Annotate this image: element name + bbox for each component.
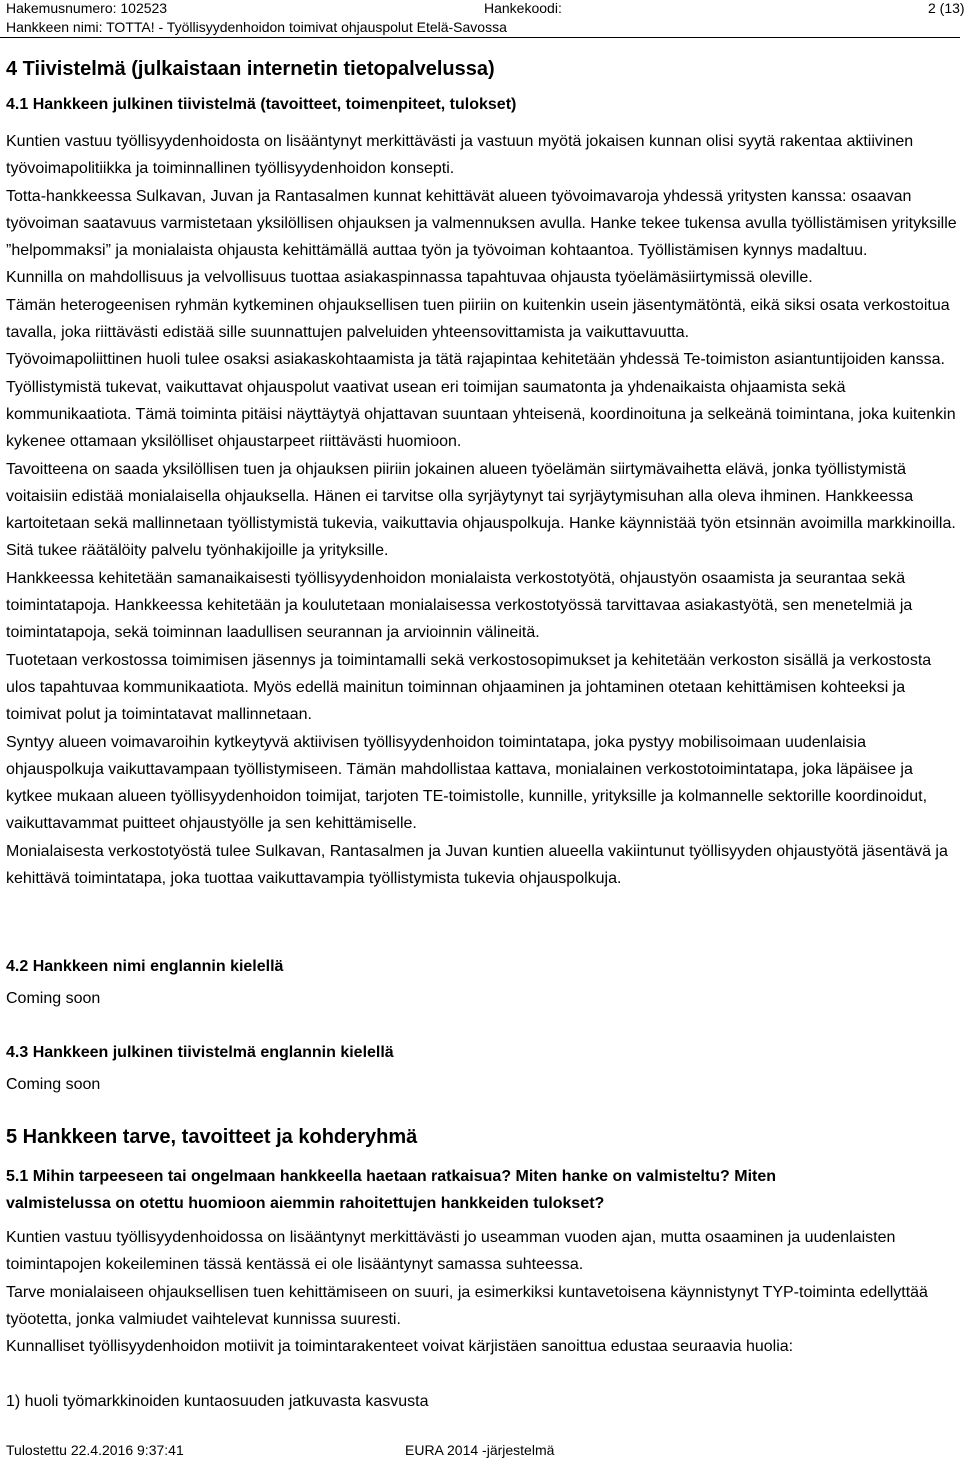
section-4-3-value: Coming soon <box>6 1076 101 1093</box>
paragraph: Monialaisesta verkostotyöstä tulee Sulkavan, Rantasalmen ja Juvan kuntien alueella vakiintunut työllisyyden ohjaustyötä jäsentävä ja kehittävä toimintatapa, joka tuottaa vaikuttavampia työllistymista tukevia ohjauspolkuja. <box>6 842 948 888</box>
application-number: Hakemusnumero: 102523 <box>6 0 168 16</box>
section-4-1-body <box>6 128 960 892</box>
section-5-1-body <box>6 1224 960 1360</box>
paragraph: Työvoimapoliittinen huoli tulee osaksi asiakaskohtaamista ja tätä rajapintaa kehitetään yhdessä Te-toimiston asiantuntijoiden kanssa. Työllistymistä tukevat, vaikuttavat ohjauspolut vaativat usean eri toimijan saumatonta ja yhdenaikaista ohjaamista sekä kommunikaatiota. Tämä toiminta pitäisi näyttäytyä ohjattavan suuntaan yhteisenä, koordinoituna ja selkeänä toimintana, joka kuitenkin kykenee ottamaan yksilölliset ohjaustarpeet riittävästi huomioon. <box>6 351 956 451</box>
page-number: 2 (13) <box>928 0 965 16</box>
print-timestamp: Tulostettu 22.4.2016 9:37:41 <box>6 1442 184 1458</box>
section-5-1-title-line2: valmistelussa on otettu huomioon aiemmin rahoitettujen hankkeiden tulokset? <box>6 1195 605 1212</box>
section-4-title: 4 Tiivistelmä (julkaistaan internetin tietopalvelussa) <box>6 58 495 80</box>
paragraph: Tuotetaan verkostossa toimimisen jäsennys ja toimintamalli sekä verkostosopimukset ja kehitetään verkoston sisällä ja verkostosta ulos tapahtuvaa kommunikaatiota. Myös edellä mainitun toiminnan ohjaaminen ja johtaminen otetaan kehittämisen kohteeksi ja toimivat polut ja toimintatavat mallinnetaan. <box>6 651 932 724</box>
paragraph: Totta-hankkeessa Sulkavan, Juvan ja Rantasalmen kunnat kehittävät alueen työvoimavaroja yhdessä yritysten kanssa: osaavan työvoiman saatavuus varmistetaan yksilöllisen ohjauksen ja valmennuksen avulla. Hanke tekee tukensa avulla työllistämisen yrityksille ”helpommaksi” ja monialaista ohjausta kehittämällä auttaa työn ja työvoiman kohtaantoa. Työllistämisen kynnys madaltuu. <box>6 187 957 260</box>
paragraph: Kunnalliset työllisyydenhoidon motiivit ja toimintarakenteet voivat kärjistäen sanoittua edustaa seuraavia huolia: <box>6 1338 794 1356</box>
paragraph: Tämän heterogeenisen ryhmän kytkeminen ohjauksellisen tuen piiriin on kuitenkin usein jäsentymätöntä, eikä siksi osata verkostoitua tavalla, joka riittävästi edistää sille suunnattujen palveluiden yhteensovittamista ja vaikuttavuutta. <box>6 296 950 342</box>
project-name: Hankkeen nimi: TOTTA! - Työllisyydenhoidon toimivat ohjauspolut Etelä-Savossa <box>6 19 507 35</box>
paragraph: Tavoitteena on saada yksilöllisen tuen ja ohjauksen piiriin jokainen alueen työelämän siirtymävaihetta elävä, jonka työllistymistä voitaisiin edistää monialaisella ohjauksella. Hänen ei tarvitse olla syrjäytynyt tai syrjäytymisuhan alla oleva ihminen. Hankkeessa kartoitetaan sekä mallinnetaan työllistymistä tukevia, vaikuttavia ohjauspolkuja. Hanke käynnistää työn etsinnän avoimilla markkinoilla. Sitä tukee räätälöity palvelu työnhakijoille ja yrityksille. <box>6 460 956 560</box>
section-4-2-title: 4.2 Hankkeen nimi englannin kielellä <box>6 958 284 975</box>
section-4-2-value: Coming soon <box>6 990 101 1007</box>
header-divider <box>0 37 960 38</box>
section-4-1-title: 4.1 Hankkeen julkinen tiivistelmä (tavoitteet, toimenpiteet, tulokset) <box>6 96 517 113</box>
paragraph: Kunnilla on mahdollisuus ja velvollisuus tuottaa asiakaspinnassa tapahtuvaa ohjausta työelämäsiirtymissä oleville. <box>6 269 813 287</box>
list-item: 1) huoli työmarkkinoiden kuntaosuuden jatkuvasta kasvusta <box>6 1393 429 1410</box>
section-5-1-title-line1: 5.1 Mihin tarpeeseen tai ongelmaan hankkeella haetaan ratkaisua? Miten hanke on valmisteltu? Miten <box>6 1168 777 1185</box>
project-code: Hankekoodi: <box>484 0 562 16</box>
paragraph: Kuntien vastuu työllisyydenhoidosta on lisääntynyt merkittävästi ja vastuun myötä jokaisen kunnan olisi syytä rakentaa aktiivinen työvoimapolitiikka ja toiminnallinen työllisyydenhoidon konsepti. <box>6 133 914 178</box>
paragraph: Syntyy alueen voimavaroihin kytkeytyvä aktiivisen työllisyydenhoidon toimintatapa, joka pystyy mobilisoimaan uudenlaisia ohjauspolkuja vaikuttavampaan työllistymiseen. Tämän mahdollistaa kattava, monialainen verkostotoimintatapa, joka läpäisee ja kytkee mukaan alueen työllisyydenhoidon toimijat, tarjoten TE-toimistolle, kunnille, yrityksille ja kolmannelle sektorille koordinoidut, vaikuttavammat puitteet ohjaustyölle ja sen kehittämiselle. <box>6 733 928 833</box>
section-4-3-title: 4.3 Hankkeen julkinen tiivistelmä englannin kielellä <box>6 1044 394 1061</box>
system-name: EURA 2014 -järjestelmä <box>405 1442 555 1458</box>
paragraph: Tarve monialaiseen ohjauksellisen tuen kehittämiseen on suuri, ja esimerkiksi kuntavetoisena käynnistynyt TYP-toiminta edellyttää työotetta, jonka valmiudet vaihtelevat kunnissa suuresti. <box>6 1283 928 1328</box>
paragraph: Kuntien vastuu työllisyydenhoidossa on lisääntynyt merkittävästi jo useamman vuoden ajan, mutta osaaminen ja uudenlaisten toimintapojen kokeileminen tässä kentässä ei ole lisääntynyt samassa suhteessa. <box>6 1229 896 1274</box>
paragraph: Hankkeessa kehitetään samanaikaisesti työllisyydenhoidon monialaista verkostotyötä, ohjaustyön osaamista ja seurantaa sekä toimintatapoja. Hankkeessa kehitetään ja koulutetaan monialaisessa verkostotyössä tarvittavaa asiakastyötä, sen menetelmiä ja toimintatapoja, sekä toiminnan laadullisen seurannan ja arvioinnin välineitä. <box>6 569 913 642</box>
section-5-title: 5 Hankkeen tarve, tavoitteet ja kohderyhmä <box>6 1126 418 1148</box>
